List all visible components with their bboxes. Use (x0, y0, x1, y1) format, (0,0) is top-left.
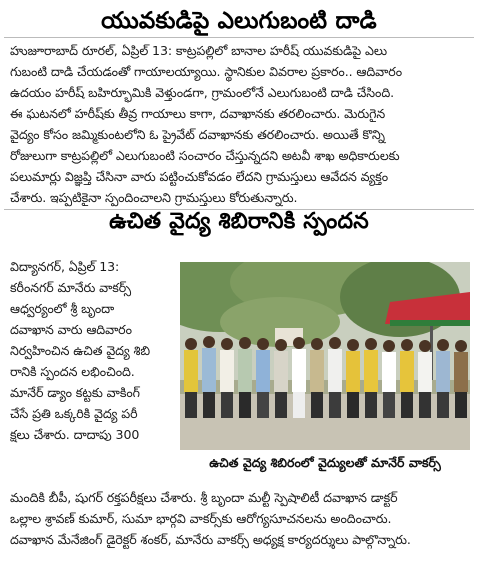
photo-caption: ఉచిత వైద్య శిబిరంలో వైద్యులతో మానేర్ వాకర్స్ (209, 455, 441, 470)
article1-headline: యువకుడిపై ఎలుగుబంటి దాడి (101, 8, 377, 34)
body-line: రోజులుగా కాట్రపల్లిలో ఎలుగుబంటి సంచారం చేస్తున్నదని అటవీ శాఖ అధికారులకు (10, 148, 400, 163)
body-line: చేశారు. ఇప్పటికైనా స్పందించాలని గ్రామస్తులు కోరుతున్నారు. (10, 190, 298, 205)
article2-body-bottom (10, 487, 472, 550)
body-line: విద్యానగర్, ఏప్రిల్ 13: (10, 259, 120, 274)
body-line: ఆధ్వర్యంలో శ్రీ బృందా (10, 301, 115, 316)
body-line: హుజూరాబాద్ రూరల్, ఏప్రిల్ 13: కాట్రపల్లిలో బానాల హరీష్ యువకుడిపై ఎలు (10, 43, 388, 58)
article2-headline: ఉచిత వైద్య శిబిరానికి స్పందన (109, 209, 369, 234)
body-line: దవాఖాన మేనేజింగ్ డైరెక్టర్ శంకర్, మానేరు వాకర్స్ అధ్యక్ష కార్యదర్శులు పాల్గొన్నారు. (10, 532, 411, 547)
body-line: మానేర్ డ్యాం కట్టకు వాకింగ్ (10, 385, 140, 400)
headline-divider (4, 37, 474, 38)
body-line: క్షలు చేశారు. దాదాపు 300 (10, 427, 140, 442)
body-line: నిర్వహించిన ఉచిత వైద్య శిబి (10, 343, 150, 358)
body-line: మందికి బీపీ, షుగర్ రక్తపరీక్షలు చేశారు. శ్రీ బృందా మల్టీ స్పెషాలిటీ దవాఖాన డాక్టర్ (10, 490, 398, 505)
body-line: ఉదయం హరీష్ బహిర్భూమికి వెళ్తుండగా, గ్రామంలోనే ఎలుగుబంటి దాడి చేసింది. (10, 85, 395, 100)
body-line: వైద్యం కోసం జమ్మికుంటలోని ఓ ప్రైవేట్ దవాఖానకు తరలించారు. అయితే కొన్ని (10, 127, 385, 142)
article1-body (10, 40, 472, 208)
body-line: కరీంనగర్ మానేరు వాకర్స్ (10, 280, 132, 295)
article2-body-left (10, 256, 178, 445)
body-line: రానికి స్పందన లభించింది. (10, 364, 135, 379)
body-line: పలుమార్లు విజ్ఞప్తి చేసినా వారు పట్టించుకోవడం లేదని గ్రామస్తులు ఆవేదన వ్యక్తం (10, 169, 389, 184)
body-line: ఈ ఘటనలో హరీష్‌కు తీవ్ర గాయాలు కాగా, దవాఖానకు తరలించారు. మెరుగైన (10, 106, 386, 121)
medical-camp-photo (180, 262, 470, 450)
body-line: దవాఖాన వారు ఆదివారం (10, 322, 132, 337)
body-line: చేసే ప్రతి ఒక్కరికి వైద్య పరీ (10, 406, 138, 421)
body-line: ఒల్లాల శ్రావణ్ కుమార్, సుమా భార్గవి వాకర్స్‌కు ఆరోగ్యసూచనలను అందించారు. (10, 511, 392, 526)
body-line: గుబంటి దాడి చేయడంతో గాయాలయ్యాయి. స్థానికుల వివరాల ప్రకారం.. ఆదివారం (10, 64, 402, 79)
